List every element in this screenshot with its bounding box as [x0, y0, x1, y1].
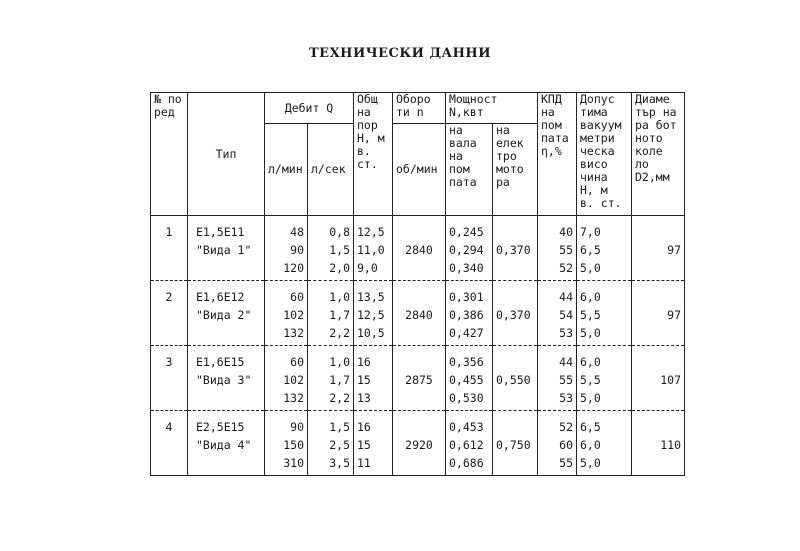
cell-head: 13 — [354, 392, 393, 411]
cell-flow-lsec: 1,0 — [308, 346, 354, 375]
cell-type: Е1,6Е15 — [188, 346, 265, 375]
cell-type — [188, 327, 265, 346]
cell-vacuum-height: 5,0 — [577, 327, 632, 346]
cell-diameter — [632, 262, 685, 281]
cell-efficiency: 52 — [538, 411, 577, 440]
cell-rev: 2920 — [393, 439, 446, 457]
cell-power-shaft: 0,453 — [446, 411, 493, 440]
cell-power-shaft: 0,356 — [446, 346, 493, 375]
cell-no — [151, 457, 188, 476]
cell-type: "Вида 4" — [188, 439, 265, 457]
cell-vacuum-height: 6,0 — [577, 346, 632, 375]
cell-vacuum-height: 5,5 — [577, 374, 632, 392]
cell-flow-lmin: 90 — [265, 411, 308, 440]
cell-efficiency: 55 — [538, 457, 577, 476]
cell-rev: 2840 — [393, 309, 446, 327]
cell-flow-lsec: 2,0 — [308, 262, 354, 281]
cell-power-motor — [493, 327, 538, 346]
cell-flow-lsec: 2,5 — [308, 439, 354, 457]
cell-diameter — [632, 346, 685, 375]
cell-type: Е1,6Е12 — [188, 281, 265, 310]
cell-flow-lsec: 2,2 — [308, 327, 354, 346]
cell-no — [151, 439, 188, 457]
cell-flow-lsec: 2,2 — [308, 392, 354, 411]
cell-flow-lmin: 90 — [265, 244, 308, 262]
cell-vacuum-height: 7,0 — [577, 216, 632, 245]
cell-power-shaft: 0,530 — [446, 392, 493, 411]
cell-flow-lmin: 60 — [265, 281, 308, 310]
cell-flow-lmin: 150 — [265, 439, 308, 457]
cell-head: 16 — [354, 411, 393, 440]
table-row — [151, 392, 685, 411]
cell-power-shaft: 0,340 — [446, 262, 493, 281]
cell-efficiency: 60 — [538, 439, 577, 457]
table-row — [151, 244, 685, 262]
header-power-shaft: на вала на пом пата — [446, 124, 493, 216]
cell-flow-lmin: 60 — [265, 346, 308, 375]
technical-data-table — [150, 92, 685, 476]
cell-efficiency: 53 — [538, 327, 577, 346]
table-row — [151, 457, 685, 476]
cell-type: "Вида 3" — [188, 374, 265, 392]
cell-power-shaft: 0,386 — [446, 309, 493, 327]
cell-head: 12,5 — [354, 309, 393, 327]
header-type: Тип — [188, 93, 265, 216]
table-row — [151, 309, 685, 327]
cell-no: 2 — [151, 281, 188, 310]
table-row — [151, 262, 685, 281]
cell-vacuum-height: 6,5 — [577, 411, 632, 440]
cell-no — [151, 374, 188, 392]
cell-head: 15 — [354, 374, 393, 392]
cell-no — [151, 244, 188, 262]
cell-no: 1 — [151, 216, 188, 245]
cell-type: Е1,5Е11 — [188, 216, 265, 245]
table-row — [151, 327, 685, 346]
cell-efficiency: 55 — [538, 374, 577, 392]
cell-no — [151, 392, 188, 411]
table-row — [151, 216, 685, 245]
cell-diameter: 97 — [632, 309, 685, 327]
cell-efficiency: 53 — [538, 392, 577, 411]
cell-head: 15 — [354, 439, 393, 457]
cell-flow-lmin: 120 — [265, 262, 308, 281]
cell-efficiency: 40 — [538, 216, 577, 245]
cell-efficiency: 55 — [538, 244, 577, 262]
table-row — [151, 346, 685, 375]
header-flow: Дебит Q — [265, 93, 354, 124]
page-title: ТЕХНИЧЕСКИ ДАННИ — [309, 46, 491, 61]
cell-power-motor — [493, 392, 538, 411]
cell-vacuum-height: 5,0 — [577, 262, 632, 281]
cell-flow-lsec: 3,5 — [308, 457, 354, 476]
cell-vacuum-height: 6,0 — [577, 439, 632, 457]
cell-power-shaft: 0,245 — [446, 216, 493, 245]
cell-rev — [393, 457, 446, 476]
cell-efficiency: 52 — [538, 262, 577, 281]
cell-power-motor: 0,370 — [493, 309, 538, 327]
cell-diameter — [632, 216, 685, 245]
cell-flow-lsec: 1,5 — [308, 244, 354, 262]
cell-diameter — [632, 411, 685, 440]
cell-vacuum-height: 5,0 — [577, 392, 632, 411]
header-no: № по ред — [151, 93, 188, 216]
cell-rev — [393, 411, 446, 440]
cell-diameter: 110 — [632, 439, 685, 457]
cell-head: 9,0 — [354, 262, 393, 281]
cell-flow-lsec: 1,7 — [308, 309, 354, 327]
header-efficiency: КПД на пом пата η,% — [538, 93, 577, 216]
cell-power-motor: 0,750 — [493, 439, 538, 457]
header-rev: Оборо ти n — [393, 93, 446, 124]
cell-power-shaft: 0,294 — [446, 244, 493, 262]
cell-head: 10,5 — [354, 327, 393, 346]
header-power-motor: на елек тро мото ра — [493, 124, 538, 216]
cell-power-motor — [493, 216, 538, 245]
cell-power-motor: 0,370 — [493, 244, 538, 262]
cell-power-shaft: 0,427 — [446, 327, 493, 346]
cell-power-shaft: 0,455 — [446, 374, 493, 392]
cell-no: 4 — [151, 411, 188, 440]
cell-flow-lmin: 132 — [265, 392, 308, 411]
header-head: Общ на пор Н, м в. ст. — [354, 93, 393, 216]
cell-type: Е2,5Е15 — [188, 411, 265, 440]
cell-no: 3 — [151, 346, 188, 375]
header-vacuum-height: Допус тима вакуум метри ческа висо чина Н, м в. ст. — [577, 93, 632, 216]
cell-efficiency: 54 — [538, 309, 577, 327]
cell-type: "Вида 1" — [188, 244, 265, 262]
table-row — [151, 281, 685, 310]
cell-diameter — [632, 457, 685, 476]
cell-rev: 2875 — [393, 374, 446, 392]
cell-flow-lsec: 1,7 — [308, 374, 354, 392]
cell-head: 12,5 — [354, 216, 393, 245]
cell-diameter — [632, 392, 685, 411]
cell-type — [188, 262, 265, 281]
cell-flow-lmin: 102 — [265, 309, 308, 327]
cell-head: 16 — [354, 346, 393, 375]
cell-power-motor — [493, 281, 538, 310]
cell-rev — [393, 262, 446, 281]
cell-flow-lmin: 132 — [265, 327, 308, 346]
cell-vacuum-height: 5,0 — [577, 457, 632, 476]
header-flow-lmin: л/мин — [265, 124, 308, 216]
cell-efficiency: 44 — [538, 281, 577, 310]
cell-flow-lmin: 48 — [265, 216, 308, 245]
header-flow-lsec: л/сек — [308, 124, 354, 216]
cell-rev — [393, 346, 446, 375]
header-power: Мощност N,квт — [446, 93, 538, 124]
cell-type — [188, 457, 265, 476]
cell-vacuum-height: 6,5 — [577, 244, 632, 262]
header-rev-unit: об/мин — [393, 124, 446, 216]
cell-power-motor: 0,550 — [493, 374, 538, 392]
cell-power-motor — [493, 457, 538, 476]
cell-power-shaft: 0,612 — [446, 439, 493, 457]
cell-head: 11,0 — [354, 244, 393, 262]
cell-power-motor — [493, 411, 538, 440]
cell-diameter — [632, 327, 685, 346]
cell-rev: 2840 — [393, 244, 446, 262]
cell-flow-lsec: 1,5 — [308, 411, 354, 440]
cell-efficiency: 44 — [538, 346, 577, 375]
cell-no — [151, 327, 188, 346]
cell-flow-lsec: 0,8 — [308, 216, 354, 245]
cell-vacuum-height: 6,0 — [577, 281, 632, 310]
cell-head: 11 — [354, 457, 393, 476]
cell-diameter: 97 — [632, 244, 685, 262]
table-row — [151, 411, 685, 440]
cell-flow-lmin: 102 — [265, 374, 308, 392]
cell-head: 13,5 — [354, 281, 393, 310]
cell-type: "Вида 2" — [188, 309, 265, 327]
cell-type — [188, 392, 265, 411]
table-row — [151, 439, 685, 457]
cell-vacuum-height: 5,5 — [577, 309, 632, 327]
cell-diameter: 107 — [632, 374, 685, 392]
cell-rev — [393, 281, 446, 310]
cell-no — [151, 309, 188, 327]
cell-power-motor — [493, 346, 538, 375]
table-body — [151, 216, 685, 476]
header-diameter: Диаме тър на ра бот ното коле ло D2,мм — [632, 93, 685, 216]
cell-rev — [393, 327, 446, 346]
cell-power-shaft: 0,686 — [446, 457, 493, 476]
cell-power-shaft: 0,301 — [446, 281, 493, 310]
cell-rev — [393, 216, 446, 245]
table-row — [151, 374, 685, 392]
cell-flow-lmin: 310 — [265, 457, 308, 476]
cell-rev — [393, 392, 446, 411]
cell-no — [151, 262, 188, 281]
cell-power-motor — [493, 262, 538, 281]
cell-flow-lsec: 1,0 — [308, 281, 354, 310]
cell-diameter — [632, 281, 685, 310]
